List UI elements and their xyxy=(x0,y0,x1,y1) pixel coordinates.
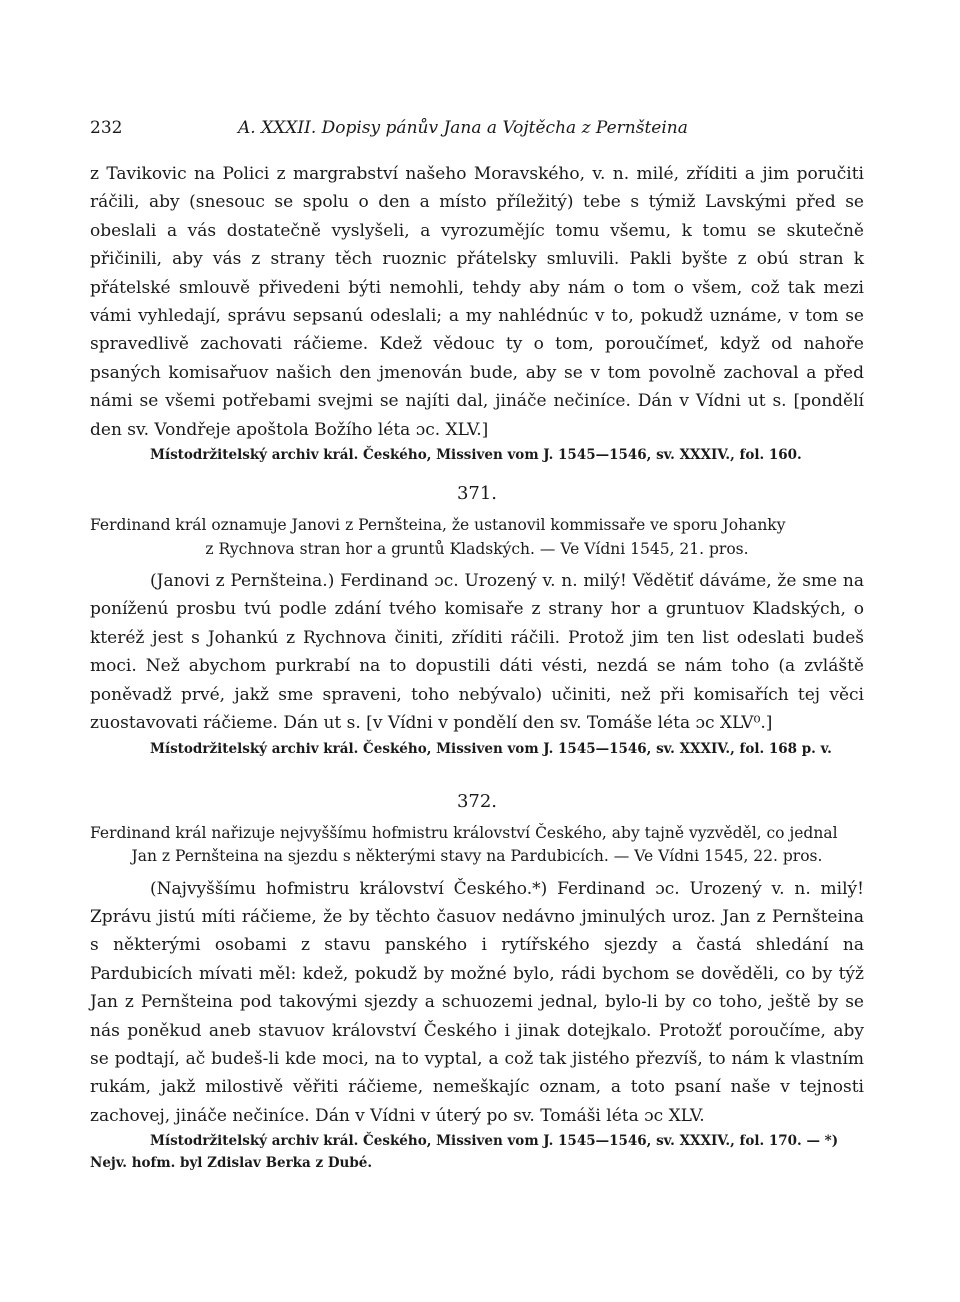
document-371-summary-line1: Ferdinand král oznamuje Janovi z Pernšteina, že ustanovil kommissaře ve sporu Johanky xyxy=(90,516,786,535)
continuation-source-note: Místodržitelský archiv král. Českého, Missiven vom J. 1545—1546, sv. XXXIV., fol. 160. xyxy=(150,447,802,464)
page-body xyxy=(90,160,864,1174)
document-372-body: (Najvyššímu hofmistru království Českého.*) Ferdinand ɔc. Urozený v. n. milý! Zprávu jistú míti ráčieme, že by těchto časuov nedávno jminulých uroz. Jan z Pernšteina s některými osobami z stavu panského i rytířského sjezdy a častá shledání na Pardubicích mívati měl: kdež, pokudž by možné bylo, rádi bychom se dověděli, co by týž Jan z Pernšteina pod takovými sjezdy a schuozemi jednal, bylo-li by co toho, ještě by se nás poněkud aneb stavuov království Českého i jinak dotejkalo. Protožť poroučíme, aby se podtají, ač budeš-li kde moci, na to vyptal, a což tak jistého přezvíš, to nám k vlastním rukám, jakž milostivě věřiti ráčieme, nemeškajíc oznam, a toto psaní naše v tejnosti zachovej, jináče nečiníce. Dán v Vídni v úterý po sv. Tomáši léta ɔc XLV. xyxy=(90,878,864,1126)
document-372-source-note: Místodržitelský archiv král. Českého, Missiven vom J. 1545—1546, sv. XXXIV., fol. 170. — *) Nejv. hofm. byl Zdislav Berka z Dubé. xyxy=(90,1133,839,1172)
page-header xyxy=(90,118,870,142)
page-number: 232 xyxy=(90,118,123,138)
continuation-text: z Tavikovic na Polici z margrabství našeho Moravského, v. n. milé, zříditi a jim poručiti ráčili, aby (snesouc se spolu o den a místo příležitý) tebe s týmiž Lavskými před se obeslali a vás dostatečně vyslyšeli, a vyrozumějíc tomu všemu, k tomu se skutečně přičinili, aby vás z strany těch ruoznic přátelsky smluvili. Pakli byšte z obú stran k přátelské smlouvě přivedeni býti nemohli, tehdy aby nám o tom o všem, což tak mezi vámi vyhledají, správu sepsanú odeslali; a my nahlédnúc v to, pokudž uznáme, v tom se spravedlivě zachovati ráčieme. Kdež vědouc ty o tom, poroučímeť, když od nahoře psaných komisařuov našich den jmenován bude, aby se v tom povolně zachoval a před námi se všemi potřebami svejmi se najíti dal, jináče nečiníce. Dán v Vídni ut s. [pondělí den sv. Vondřeje apoštola Božího léta ɔc. XLV.] xyxy=(90,164,864,440)
document-number-371: 371. xyxy=(456,483,498,505)
document-372-summary xyxy=(90,822,864,869)
document-372-summary-line2: Jan z Pernšteina na sjezdu s některými stavy na Pardubicích. — Ve Vídni 1545, 22. pros. xyxy=(131,847,823,865)
running-title: A. XXXII. Dopisy pánův Jana a Vojtěcha z Pernšteina xyxy=(238,118,688,138)
document-371-body: (Janovi z Pernšteina.) Ferdinand ɔc. Urozený v. n. milý! Vědětiť dáváme, že sme na poníženú prosbu tvú podle zdání tvého komisaře z strany hor a gruntuov Kladských, o kteréž jest s Johankú z Rychnova činiti, zříditi ráčili. Protož jim ten list odeslati budeš moci. Než abychom purkrabí na to dopustili dáti vésti, nezdá se nám toho (a zvláště poněvadž prvé, jakž sme spraveni, toho nebývalo) učiniti, než při komisařích tej věci zuostavovati ráčieme. Dán ut s. [v Vídni v pondělí den sv. Tomáše léta ɔc XLV⁰.] xyxy=(90,571,864,734)
document-371-summary-line2: z Rychnova stran hor a gruntů Kladských. — Ve Vídni 1545, 21. pros. xyxy=(205,539,749,558)
document-372-summary-line1: Ferdinand král nařizuje nejvyššímu hofmistru království Českého, aby tajně vyzvěděl, co jednal xyxy=(90,823,838,842)
document-371-source-note: Místodržitelský archiv král. Českého, Missiven vom J. 1545—1546, sv. XXXIV., fol. 168 p. v. xyxy=(150,740,832,757)
document-number-372: 372. xyxy=(456,790,498,812)
document-371-summary xyxy=(90,514,864,561)
